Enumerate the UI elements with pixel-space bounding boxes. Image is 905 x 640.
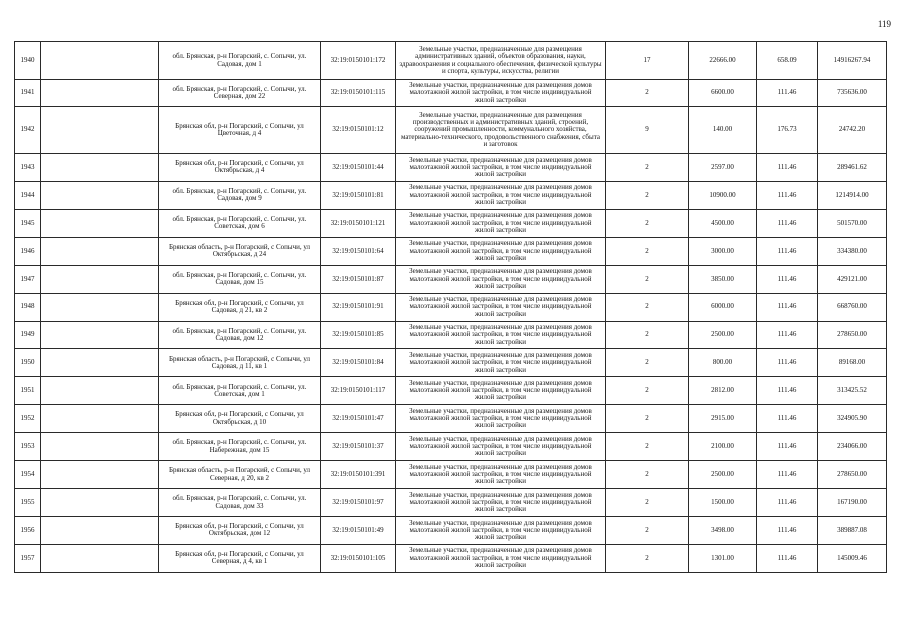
cell-land-use: Земельные участки, предназначенные для размещения домов малоэтажной жилой застройки, в том числе индивидуальной жилой застройки xyxy=(396,80,606,107)
cell-index: 1948 xyxy=(15,293,41,321)
cell-empty xyxy=(41,349,159,377)
cell-rate: 658.09 xyxy=(757,42,818,80)
table-row xyxy=(15,42,887,80)
cell-group: 2 xyxy=(606,516,689,544)
cell-group: 17 xyxy=(606,42,689,80)
cell-value: 167190.00 xyxy=(818,489,887,517)
cell-group: 2 xyxy=(606,433,689,461)
cell-cadastral-number: 32:19:0150101:121 xyxy=(321,209,396,237)
cell-index: 1950 xyxy=(15,349,41,377)
cell-address: обл. Брянская, р-н Погарский, с. Сопычи, ул. Садовая, дом 33 xyxy=(159,489,321,517)
cell-group: 2 xyxy=(606,237,689,265)
cell-cadastral-number: 32:19:0150101:87 xyxy=(321,265,396,293)
cell-index: 1953 xyxy=(15,433,41,461)
cell-empty xyxy=(41,154,159,182)
cell-rate: 111.46 xyxy=(757,265,818,293)
cell-area: 3498.00 xyxy=(689,516,757,544)
cell-area: 10900.00 xyxy=(689,181,757,209)
cell-address: обл. Брянская, р-н Погарский, с. Сопычи, ул. Советская, дом 6 xyxy=(159,209,321,237)
table-row xyxy=(15,293,887,321)
cell-empty xyxy=(41,544,159,572)
cell-value: 89168.00 xyxy=(818,349,887,377)
cell-index: 1949 xyxy=(15,321,41,349)
cell-address: Брянская обл, р-н Погарский, с Сопычи, ул Цветочная, д 4 xyxy=(159,107,321,154)
cell-empty xyxy=(41,377,159,405)
cell-land-use: Земельные участки, предназначенные для размещения домов малоэтажной жилой застройки, в том числе индивидуальной жилой застройки xyxy=(396,516,606,544)
cell-rate: 111.46 xyxy=(757,349,818,377)
cell-address: Брянская область, р-н Погарский, с Сопычи, ул Северная, д 20, кв 2 xyxy=(159,461,321,489)
cell-address: обл. Брянская, р-н Погарский, с. Сопычи, ул. Садовая, дом 12 xyxy=(159,321,321,349)
cell-land-use: Земельные участки, предназначенные для размещения производственных и административных зданий, строений, сооружений промышленности, коммунального хозяйства, материально-технического, продовольственного снабжения, сбыта и заготовок xyxy=(396,107,606,154)
cell-land-use: Земельные участки, предназначенные для размещения административных зданий, объектов образования, науки, здравоохранения и социального обеспечения, физической культуры и спорта, культуры, искусства, религии xyxy=(396,42,606,80)
cell-rate: 111.46 xyxy=(757,80,818,107)
cell-group: 2 xyxy=(606,461,689,489)
cell-address: обл. Брянская, р-н Погарский, с. Сопычи, ул. Садовая, дом 15 xyxy=(159,265,321,293)
cell-address: Брянская обл, р-н Погарский, с Сопычи, ул Садовая, д 21, кв 2 xyxy=(159,293,321,321)
cell-group: 2 xyxy=(606,321,689,349)
cell-cadastral-number: 32:19:0150101:117 xyxy=(321,377,396,405)
cell-rate: 111.46 xyxy=(757,154,818,182)
cell-rate: 111.46 xyxy=(757,405,818,433)
cell-area: 2597.00 xyxy=(689,154,757,182)
cell-value: 289461.62 xyxy=(818,154,887,182)
cell-address: обл. Брянская, р-н Погарский, с. Сопычи, ул. Северная, дом 22 xyxy=(159,80,321,107)
cell-cadastral-number: 32:19:0150101:115 xyxy=(321,80,396,107)
cell-value: 389887.08 xyxy=(818,516,887,544)
cell-cadastral-number: 32:19:0150101:391 xyxy=(321,461,396,489)
cell-value: 234066.00 xyxy=(818,433,887,461)
table-body xyxy=(15,42,887,573)
cell-index: 1940 xyxy=(15,42,41,80)
cell-index: 1945 xyxy=(15,209,41,237)
cell-area: 3850.00 xyxy=(689,265,757,293)
cell-address: Брянская обл, р-н Погарский, с Сопычи, ул Северная, д 4, кв 1 xyxy=(159,544,321,572)
cell-group: 2 xyxy=(606,80,689,107)
cell-area: 2100.00 xyxy=(689,433,757,461)
cell-land-use: Земельные участки, предназначенные для размещения домов малоэтажной жилой застройки, в том числе индивидуальной жилой застройки xyxy=(396,321,606,349)
cell-cadastral-number: 32:19:0150101:105 xyxy=(321,544,396,572)
cell-cadastral-number: 32:19:0150101:91 xyxy=(321,293,396,321)
cell-area: 22666.00 xyxy=(689,42,757,80)
cell-value: 278650.00 xyxy=(818,461,887,489)
cell-land-use: Земельные участки, предназначенные для размещения домов малоэтажной жилой застройки, в том числе индивидуальной жилой застройки xyxy=(396,405,606,433)
cell-empty xyxy=(41,489,159,517)
cell-empty xyxy=(41,516,159,544)
cell-group: 2 xyxy=(606,181,689,209)
table-row xyxy=(15,349,887,377)
table-row xyxy=(15,237,887,265)
cell-land-use: Земельные участки, предназначенные для размещения домов малоэтажной жилой застройки, в том числе индивидуальной жилой застройки xyxy=(396,154,606,182)
cell-area: 140.00 xyxy=(689,107,757,154)
cell-rate: 111.46 xyxy=(757,489,818,517)
cell-rate: 111.46 xyxy=(757,516,818,544)
cell-address: обл. Брянская, р-н Погарский, с. Сопычи, ул. Садовая, дом 9 xyxy=(159,181,321,209)
cell-cadastral-number: 32:19:0150101:44 xyxy=(321,154,396,182)
page-number: 119 xyxy=(877,19,891,29)
table-row xyxy=(15,516,887,544)
cell-rate: 176.73 xyxy=(757,107,818,154)
cell-group: 2 xyxy=(606,293,689,321)
land-plots-table xyxy=(14,41,887,573)
cell-value: 24742.20 xyxy=(818,107,887,154)
cell-land-use: Земельные участки, предназначенные для размещения домов малоэтажной жилой застройки, в том числе индивидуальной жилой застройки xyxy=(396,489,606,517)
cell-group: 2 xyxy=(606,377,689,405)
table-row xyxy=(15,544,887,572)
cell-land-use: Земельные участки, предназначенные для размещения домов малоэтажной жилой застройки, в том числе индивидуальной жилой застройки xyxy=(396,181,606,209)
cell-value: 334380.00 xyxy=(818,237,887,265)
cell-empty xyxy=(41,80,159,107)
cell-index: 1941 xyxy=(15,80,41,107)
cell-value: 324905.90 xyxy=(818,405,887,433)
cell-area: 4500.00 xyxy=(689,209,757,237)
cell-group: 2 xyxy=(606,489,689,517)
cell-rate: 111.46 xyxy=(757,321,818,349)
cell-address: обл. Брянская, р-н Погарский, с. Сопычи, ул. Набережная, дом 15 xyxy=(159,433,321,461)
cell-group: 2 xyxy=(606,349,689,377)
cell-value: 429121.00 xyxy=(818,265,887,293)
cell-area: 800.00 xyxy=(689,349,757,377)
cell-group: 2 xyxy=(606,154,689,182)
table-row xyxy=(15,107,887,154)
table-row xyxy=(15,209,887,237)
cell-index: 1942 xyxy=(15,107,41,154)
cell-cadastral-number: 32:19:0150101:47 xyxy=(321,405,396,433)
cell-value: 1214914.00 xyxy=(818,181,887,209)
table-row xyxy=(15,181,887,209)
cell-address: Брянская область, р-н Погарский, с Сопычи, ул Октябрьская, д 24 xyxy=(159,237,321,265)
cell-rate: 111.46 xyxy=(757,293,818,321)
cell-rate: 111.46 xyxy=(757,544,818,572)
cell-empty xyxy=(41,107,159,154)
cell-empty xyxy=(41,461,159,489)
cell-cadastral-number: 32:19:0150101:81 xyxy=(321,181,396,209)
table-row xyxy=(15,265,887,293)
cell-group: 2 xyxy=(606,265,689,293)
cell-rate: 111.46 xyxy=(757,461,818,489)
cell-land-use: Земельные участки, предназначенные для размещения домов малоэтажной жилой застройки, в том числе индивидуальной жилой застройки xyxy=(396,377,606,405)
cell-rate: 111.46 xyxy=(757,237,818,265)
cell-address: обл. Брянская, р-н Погарский, с. Сопычи, ул. Советская, дом 1 xyxy=(159,377,321,405)
cell-index: 1954 xyxy=(15,461,41,489)
cell-address: обл. Брянская, р-н Погарский, с. Сопычи, ул. Садовая, дом 1 xyxy=(159,42,321,80)
cell-empty xyxy=(41,42,159,80)
cell-cadastral-number: 32:19:0150101:64 xyxy=(321,237,396,265)
cell-area: 2812.00 xyxy=(689,377,757,405)
table-row xyxy=(15,489,887,517)
cell-cadastral-number: 32:19:0150101:84 xyxy=(321,349,396,377)
cell-area: 1301.00 xyxy=(689,544,757,572)
cell-group: 2 xyxy=(606,209,689,237)
table-row xyxy=(15,80,887,107)
table-row xyxy=(15,433,887,461)
cell-index: 1957 xyxy=(15,544,41,572)
cell-index: 1956 xyxy=(15,516,41,544)
cell-index: 1952 xyxy=(15,405,41,433)
cell-area: 2500.00 xyxy=(689,321,757,349)
cell-land-use: Земельные участки, предназначенные для размещения домов малоэтажной жилой застройки, в том числе индивидуальной жилой застройки xyxy=(396,293,606,321)
cell-rate: 111.46 xyxy=(757,181,818,209)
cell-value: 278650.00 xyxy=(818,321,887,349)
table-row xyxy=(15,321,887,349)
cell-area: 2500.00 xyxy=(689,461,757,489)
cell-area: 6600.00 xyxy=(689,80,757,107)
cell-land-use: Земельные участки, предназначенные для размещения домов малоэтажной жилой застройки, в том числе индивидуальной жилой застройки xyxy=(396,433,606,461)
cell-index: 1947 xyxy=(15,265,41,293)
cell-land-use: Земельные участки, предназначенные для размещения домов малоэтажной жилой застройки, в том числе индивидуальной жилой застройки xyxy=(396,209,606,237)
cell-empty xyxy=(41,405,159,433)
cell-land-use: Земельные участки, предназначенные для размещения домов малоэтажной жилой застройки, в том числе индивидуальной жилой застройки xyxy=(396,461,606,489)
cell-group: 2 xyxy=(606,405,689,433)
cell-empty xyxy=(41,237,159,265)
cell-value: 735636.00 xyxy=(818,80,887,107)
cell-index: 1943 xyxy=(15,154,41,182)
cell-value: 14916267.94 xyxy=(818,42,887,80)
cell-rate: 111.46 xyxy=(757,433,818,461)
cell-cadastral-number: 32:19:0150101:12 xyxy=(321,107,396,154)
cell-cadastral-number: 32:19:0150101:97 xyxy=(321,489,396,517)
cell-index: 1951 xyxy=(15,377,41,405)
cell-land-use: Земельные участки, предназначенные для размещения домов малоэтажной жилой застройки, в том числе индивидуальной жилой застройки xyxy=(396,349,606,377)
cell-area: 6000.00 xyxy=(689,293,757,321)
cell-rate: 111.46 xyxy=(757,209,818,237)
table-row xyxy=(15,377,887,405)
cell-empty xyxy=(41,209,159,237)
cell-group: 9 xyxy=(606,107,689,154)
cell-value: 145009.46 xyxy=(818,544,887,572)
cell-value: 668760.00 xyxy=(818,293,887,321)
cell-empty xyxy=(41,293,159,321)
cell-cadastral-number: 32:19:0150101:49 xyxy=(321,516,396,544)
table-row xyxy=(15,154,887,182)
cell-index: 1944 xyxy=(15,181,41,209)
cell-address: Брянская обл, р-н Погарский, с Сопычи, ул Октябрьская, д 10 xyxy=(159,405,321,433)
cell-value: 501570.00 xyxy=(818,209,887,237)
cell-value: 313425.52 xyxy=(818,377,887,405)
cell-empty xyxy=(41,433,159,461)
cell-empty xyxy=(41,265,159,293)
cell-cadastral-number: 32:19:0150101:85 xyxy=(321,321,396,349)
cell-cadastral-number: 32:19:0150101:172 xyxy=(321,42,396,80)
cell-rate: 111.46 xyxy=(757,377,818,405)
cell-land-use: Земельные участки, предназначенные для размещения домов малоэтажной жилой застройки, в том числе индивидуальной жилой застройки xyxy=(396,544,606,572)
cell-area: 1500.00 xyxy=(689,489,757,517)
cell-index: 1946 xyxy=(15,237,41,265)
cell-address: Брянская область, р-н Погарский, с Сопычи, ул Садовая, д 11, кв 1 xyxy=(159,349,321,377)
cell-area: 2915.00 xyxy=(689,405,757,433)
cell-group: 2 xyxy=(606,544,689,572)
cell-address: Брянская обл, р-н Погарский, с Сопычи, ул Октябрьская, д 4 xyxy=(159,154,321,182)
cell-empty xyxy=(41,181,159,209)
cell-address: Брянская обл, р-н Погарский, с Сопычи, ул Октябрьская, дом 12 xyxy=(159,516,321,544)
cell-land-use: Земельные участки, предназначенные для размещения домов малоэтажной жилой застройки, в том числе индивидуальной жилой застройки xyxy=(396,265,606,293)
table-row xyxy=(15,461,887,489)
cell-index: 1955 xyxy=(15,489,41,517)
cell-area: 3000.00 xyxy=(689,237,757,265)
cell-land-use: Земельные участки, предназначенные для размещения домов малоэтажной жилой застройки, в том числе индивидуальной жилой застройки xyxy=(396,237,606,265)
cell-empty xyxy=(41,321,159,349)
cell-cadastral-number: 32:19:0150101:37 xyxy=(321,433,396,461)
table-row xyxy=(15,405,887,433)
